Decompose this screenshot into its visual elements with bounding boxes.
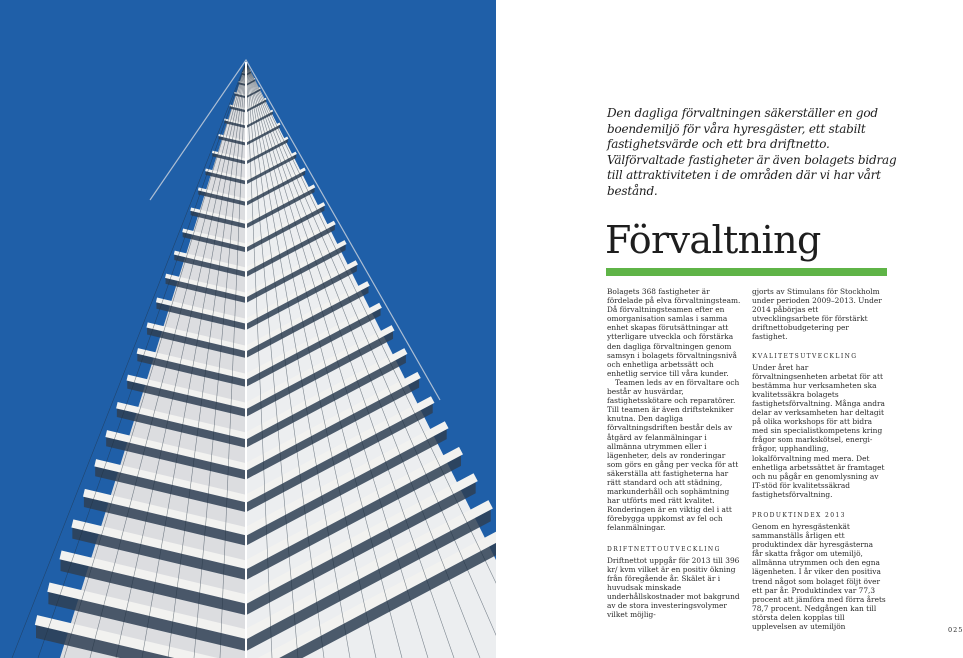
section-heading: DRIFTNETTOUTVECKLING: [607, 545, 721, 553]
body-paragraph: Bolagets 368 fastigheter är fördelade på elva förvaltningsteam. Då förvaltningsteamen efter en omorganisation samlas i samma enhet skapas förutsättningar att ytterligare utveckla och förstärka den dagliga förvaltningen genom samsyn i bolagets förvaltningsnivå och enhetliga arbetssätt och enhetlig service till våra kunder.: [607, 287, 741, 378]
body-paragraph: Teamen leds av en förvaltare och består av husvärdar, fastighetsskötare och reparatörer. Till teamen är även driftstekniker knutna. Den dagliga förvaltningsdriften består dels av åtgärd av felanmälningar i allmänna utrymmen eller i lägenheter, dels av ronderingar som görs en gång per vecka för att säkerställa att fastigheterna har rätt standard och att städning, markunderhåll och sophämtning har utförts med rätt kvalitet. Ronderingen är en viktig del i att förebygga uppkomst av fel och felanmälningar.: [607, 377, 740, 533]
body-paragraph: Genom en hyresgästenkät sammanställs årligen ett produktindex där hyresgästerna får skatta frågor om utemiljö, allmänna utrymmen och den egna lägenheten. I år viker den positiva trend något som bolaget följt över ett par år. Produktindex var 77,3 procent att jämföra med förra årets 78,7 procent. Nedgången kan till största delen kopplas till upplevelsen av utemiljön: [752, 521, 886, 631]
accent-rule: [606, 268, 887, 276]
text-column-left: [607, 287, 741, 619]
section-heading: PRODUKTINDEX 2013: [752, 511, 846, 519]
body-paragraph: Under året har förvaltningsenheten arbetat för att bestämma hur verksamheten ska kvalitetssäkra bolagets fastighetsförvaltning. Många andra delar av verksamheten har deltagit på olika workshops för att bidra med sin specialistkompetens kring frågor som markskötsel, energifrågor, upphandling, lokalförvaltning med mera. Det enhetliga arbetssättet är framtaget och nu pågår en genomlysning av IT-stöd för kvalitetssäkrad fastighetsförvaltning.: [752, 362, 885, 499]
text-column-right: [752, 287, 886, 631]
intro-paragraph: Den dagliga förvaltningen säkerställer en god boendemiljö för våra hyresgäster, ett stabilt fastighetsvärde och ett bra driftnetto. Välförvaltade fastigheter är även bolagets bidrag till attraktiviteten i de områden där vi har vårt bestånd.: [607, 106, 897, 198]
body-paragraph: gjorts av Stimulans för Stockholm under perioden 2009–2013. Under 2014 påbörjas ett utvecklingsarbete för förstärkt driftnettobudgetering per fastighet.: [752, 287, 882, 342]
page-number: 025: [948, 626, 963, 634]
section-heading: KVALITETSUTVECKLING: [752, 352, 858, 360]
text-page: [496, 0, 963, 658]
page-title: Förvaltning: [605, 218, 821, 262]
body-paragraph: Driftnettot uppgår för 2013 till 396 kr/ kvm vilket är en positiv ökning från föregående år. Skälet är i huvudsak minskade underhållskostnader mot bakgrund av de stora investeringsvolymer vilket möjlig-: [607, 555, 740, 620]
